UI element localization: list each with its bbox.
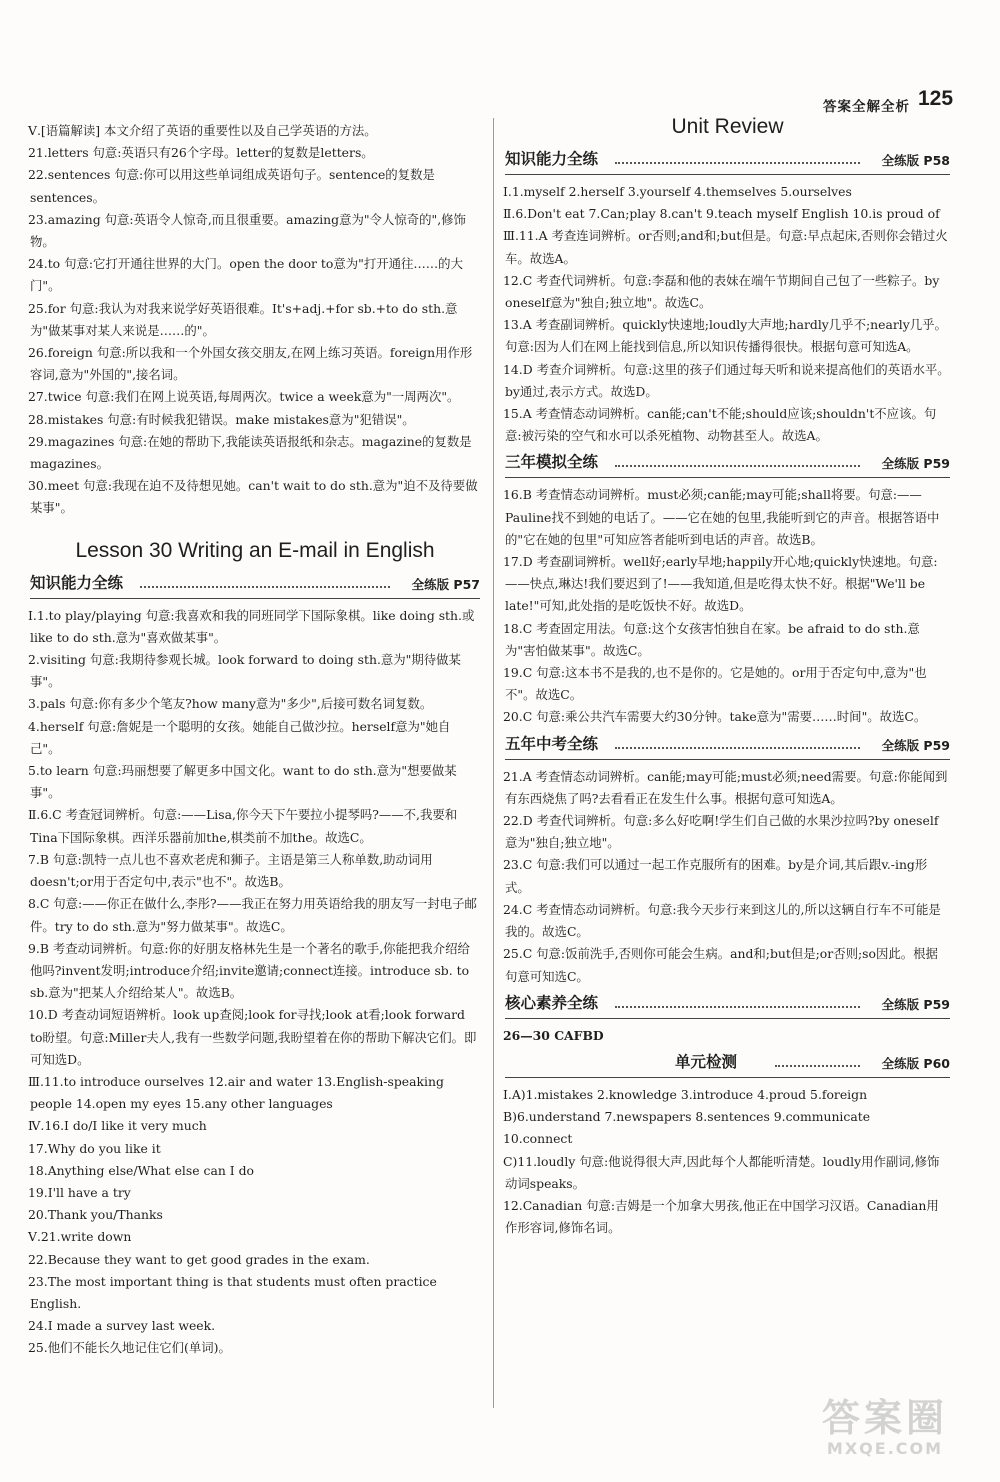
answer-line: 23.amazing 句意:英语令人惊奇,而且很重要。amazing意为"令人惊奇的",修饰物。 [28, 211, 466, 250]
watermark-text: 答案圈 [821, 1396, 948, 1440]
page-number: 125 [918, 88, 958, 114]
answer-line: 26—30 CAFBD [503, 1027, 604, 1043]
answer-line: 20.Thank you/Thanks [28, 1207, 163, 1223]
answer-line: 24.to 句意:它打开通往世界的大门。open the door to意为"打开通往……的大门"。 [28, 256, 463, 294]
answers-bottom [30, 605, 480, 1360]
answer-line: 22.Because they want to get good grades in the exam. [28, 1251, 370, 1267]
answer-line: Ⅱ.6.C 考查冠词辨析。句意:——Lisa,你今天下午要拉小提琴吗?——不,我要和Tina下国际象棋。西洋乐器前加the,棋类前不加the。故选C。 [28, 807, 458, 845]
watermark-url: MXQE.COM [826, 1439, 944, 1458]
answer-line: Ⅰ.A)1.mistakes 2.knowledge 3.introduce 4.proud 5.foreign [503, 1086, 868, 1102]
answer-line: Ⅴ.21.write down [28, 1229, 132, 1245]
section-name: 单元检测 [675, 1051, 743, 1073]
answer-line: 17.Why do you like it [28, 1140, 161, 1156]
answers-block [505, 766, 950, 988]
section-ref: 全练版 P59 [876, 994, 950, 1016]
answer-line: C)11.loudly 句意:他说得很大声,因此每个人都能听清楚。loudly用作副词,修饰动词speaks。 [503, 1153, 940, 1191]
answer-line: Ⅰ.1.myself 2.herself 3.yourself 4.themselves 5.ourselves [503, 184, 852, 199]
answer-line: 23.The most important thing is that students must often practice English. [28, 1273, 437, 1311]
answer-line: 12.Canadian 句意:吉姆是一个加拿大男孩,他正在中国学习汉语。Canadian用作形容词,修饰名词。 [503, 1197, 939, 1236]
section-header [505, 449, 950, 478]
answers-block [505, 1084, 950, 1239]
answer-line: 25.for 句意:我认为对我来说学好英语很难。It's+adj.+for sb.+to do sth.意为"做某事对某人来说是……的"。 [28, 300, 458, 338]
answer-line: 23.C 句意:我们可以通过一起工作克服所有的困难。by是介词,其后跟v.-ing形式。 [503, 857, 928, 895]
answer-line: 19.C 句意:这本书不是我的,也不是你的。它是她的。or用于否定句中,意为"也不"。故选C。 [503, 665, 927, 703]
answer-line: 27.twice 句意:我们在网上说英语,每周两次。twice a week意为"一周两次"。 [28, 389, 460, 405]
answer-line: B)6.understand 7.newspapers 8.sentences 9.communicate [503, 1109, 871, 1125]
answer-line: 25.他们不能长久地记住它们(单词)。 [28, 1340, 231, 1356]
section-dotted-rule [615, 465, 860, 467]
section-dotted-rule [615, 1006, 860, 1008]
answer-line: 29.magazines 句意:在她的帮助下,我能读英语报纸和杂志。magazine的复数是magazines。 [28, 433, 472, 472]
answer-line: 3.pals 句意:你有多少个笔友?how many意为"多少",后接可数名词复数。 [28, 696, 433, 712]
answer-line: 18.C 考查固定用法。句意:这个女孩害怕独自在家。be afraid to do sth.意为"害怕做某事"。故选C。 [503, 620, 920, 658]
header-title: 答案全解全析 [823, 99, 910, 115]
section-name: 五年中考全练 [505, 733, 604, 755]
answer-line: 24.C 考查情态动词辨析。句意:我今天步行来到这儿的,所以这辆自行车不可能是我的。故选C。 [503, 901, 941, 940]
watermark-logo [790, 1398, 980, 1470]
answer-line: 19.I'll have a try [28, 1184, 131, 1200]
answer-line: 9.B 考查动词辨析。句意:你的好朋友格林先生是一个著名的歌手,你能把我介绍给他吗?invent发明;introduce介绍;invite邀请;connect连接。introduce sb. to sb.意为"把某人介绍给某人"。故选B。 [28, 940, 470, 1001]
answer-line: 18.Anything else/What else can I do [28, 1162, 254, 1178]
answer-line: 15.A 考查情态动词辨析。can能;can't不能;should应该;shouldn't不应该。句意:被污染的空气和水可以杀死植物、动物甚至人。故选A。 [503, 406, 937, 444]
answer-line: 17.D 考查副词辨析。well好;early早地;happily开心地;quickly快速地。句意:——快点,琳达!我们要迟到了!——我知道,但是吃得太快不好。根据"We'll be late!"可知,此处指的是吃饭快不好。故选D。 [503, 554, 938, 614]
answer-line: 28.mistakes 句意:有时候我犯错误。make mistakes意为"犯错误"。 [28, 411, 415, 427]
section-ref: 全练版 P60 [876, 1053, 950, 1075]
answer-line: Ⅴ.[语篇解读] 本文介绍了英语的重要性以及自己学英语的方法。 [28, 123, 377, 138]
section-dotted-rule [615, 162, 860, 164]
answer-line: 14.D 考查介词辨析。句意:这里的孩子们通过每天听和说来提高他们的英语水平。by通过,表示方式。故选D。 [503, 361, 950, 399]
section-ref: 全练版 P58 [876, 150, 950, 172]
lesson-title: Lesson 30 Writing an E-mail in English [75, 538, 435, 562]
section-ref: 全练版 P59 [876, 453, 950, 475]
answer-line: 7.B 句意:凯特一点儿也不喜欢老虎和狮子。主语是第三人称单数,助动词用doesn't;or用于否定句中,表示"也不"。故选B。 [28, 851, 433, 890]
answer-line: Ⅲ.11.A 考查连词辨析。or否则;and和;but但是。句意:早点起床,否则你会错过火车。故选A。 [503, 228, 948, 266]
section-name: 知识能力全练 [505, 148, 604, 170]
right-column [503, 115, 950, 1239]
answer-line: 10.D 考查动词短语辨析。look up查阅;look for寻找;look at看;look forward to盼望。句意:Miller夫人,我有一些数学问题,我盼望着在你的帮助下解决它们。即可知选D。 [28, 1007, 477, 1067]
answer-line: 30.meet 句意:我现在迫不及待想见她。can't wait to do sth.意为"迫不及待要做某事"。 [28, 478, 478, 516]
answer-line: 5.to learn 句意:玛丽想要了解更多中国文化。want to do sth.意为"想要做某事"。 [28, 763, 457, 801]
answers-block [505, 1025, 950, 1047]
section-name: 核心素养全练 [505, 992, 604, 1014]
answer-line: 26.foreign 句意:所以我和一个外国女孩交朋友,在网上练习英语。foreign用作形容词,意为"外国的",接名词。 [28, 345, 473, 383]
section-header [505, 731, 950, 760]
answer-line: 22.D 考查代词辨析。句意:多么好吃啊!学生们自己做的水果沙拉吗?by oneself意为"独自;独立地"。 [503, 813, 939, 851]
answer-line: Ⅲ.11.to introduce ourselves 12.air and water 13.English-speaking people 14.open my eyes 15.any other languages [28, 1073, 444, 1112]
section-dotted-rule [775, 1065, 860, 1067]
answer-line: 21.A 考查情态动词辨析。can能;may可能;must必须;need需要。句意:你能闻到有东西烧焦了吗?去看看正在发生什么事。根据句意可知选A。 [503, 768, 948, 806]
answer-line: Ⅱ.6.Don't eat 7.Can;play 8.can't 9.teach myself English 10.is proud of [503, 206, 940, 222]
section-dotted-rule [140, 586, 390, 588]
answer-line: Ⅳ.16.I do/I like it very much [28, 1118, 207, 1134]
section-ref: 全练版 P59 [876, 735, 950, 757]
answer-line: 10.connect [503, 1131, 573, 1147]
left-column [30, 120, 480, 1360]
section-name: 三年模拟全练 [505, 451, 604, 473]
column-divider [493, 118, 494, 1408]
answers-block [505, 181, 950, 447]
answers-block [505, 484, 950, 728]
section-ref: 全练版 P57 [406, 574, 480, 596]
answers-top [30, 120, 480, 520]
section-dotted-rule [615, 747, 860, 749]
answer-line: 25.C 句意:饭前洗手,否则你可能会生病。and和;but但是;or否则;so因此。根据句意可知选C。 [503, 946, 938, 984]
answer-line: 2.visiting 句意:我期待参观长城。look forward to doing sth.意为"期待做某事"。 [28, 652, 461, 690]
section-name: 知识能力全练 [30, 572, 129, 594]
unit-title: Unit Review [671, 115, 784, 138]
answer-line: 21.letters 句意:英语只有26个字母。letter的复数是letters。 [28, 145, 374, 161]
answer-line: 22.sentences 句意:你可以用这些单词组成英语句子。sentence的复数是sentences。 [28, 167, 435, 205]
section-header [505, 146, 950, 175]
answer-line: 4.herself 句意:詹妮是一个聪明的女孩。她能自己做沙拉。herself意为"她自己"。 [28, 718, 451, 756]
answer-line: 8.C 句意:——你正在做什么,李彤?——我正在努力用英语给我的朋友写一封电子邮件。try to do sth.意为"努力做某事"。故选C。 [28, 896, 477, 934]
answer-line: 24.I made a survey last week. [28, 1318, 216, 1334]
answer-line: Ⅰ.1.to play/playing 句意:我喜欢和我的同班同学下国际象棋。like doing sth.或like to do sth.意为"喜欢做某事"。 [28, 607, 475, 645]
section-header [30, 570, 480, 599]
answer-line: 20.C 句意:乘公共汽车需要大约30分钟。take意为"需要……时间"。故选C。 [503, 709, 927, 725]
answer-line: 16.B 考查情态动词辨析。must必须;can能;may可能;shall将要。句意:——Pauline找不到她的电话了。——它在她的包里,我能听到它的声音。根据答语中的"它在她的包里"可知应答者能听到电话的声音。故选B。 [503, 487, 940, 547]
answer-line: 12.C 考查代词辨析。句意:李磊和他的表妹在端午节期间自己包了一些粽子。by oneself意为"独自;独立地"。故选C。 [503, 272, 940, 311]
section-header [505, 990, 950, 1019]
section-header [505, 1049, 950, 1078]
answer-line: 13.A 考查副词辨析。quickly快速地;loudly大声地;hardly几乎不;nearly几乎。句意:因为人们在网上能找到信息,所以知识传播得很快。根据句意可知选A。 [503, 317, 947, 355]
